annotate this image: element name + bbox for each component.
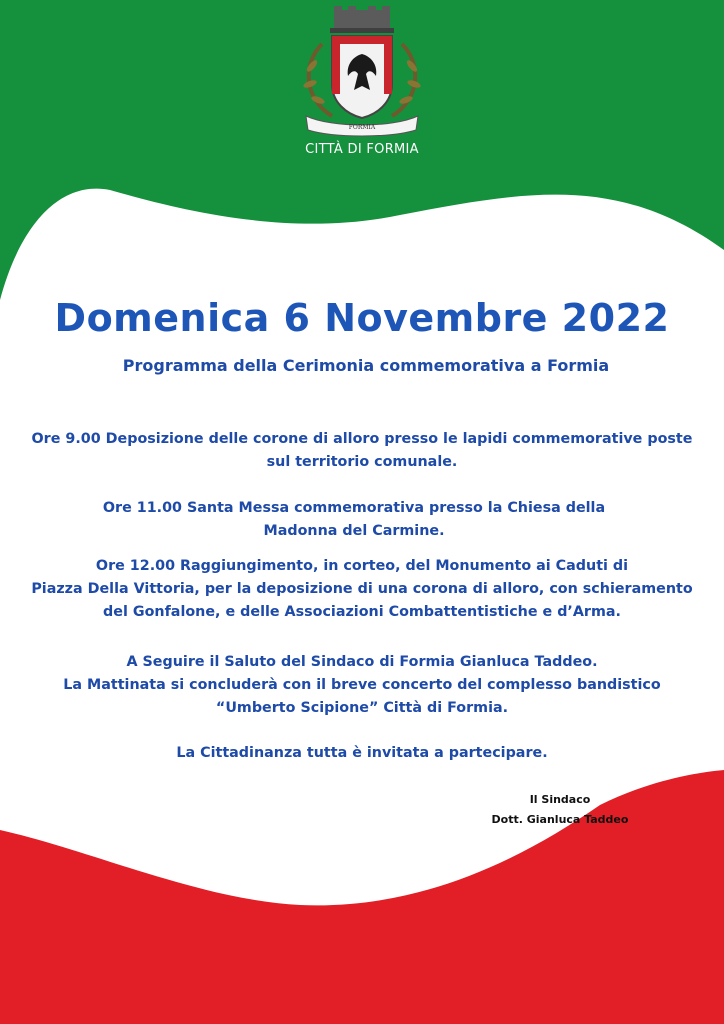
program-line: Piazza Della Vittoria, per la deposizione di una corona di alloro, con schieramento [31,581,693,597]
signature-block [460,790,660,830]
program-line: A Seguire il Saluto del Sindaco di Formia Gianluca Taddeo. [126,654,598,670]
event-date-title: Domenica 6 Novembre 2022 [54,296,670,340]
program-line: Madonna del Carmine. [263,523,445,539]
program-subtitle: Programma della Cerimonia commemorativa a Formia [122,356,610,375]
program-line: Ore 9.00 Deposizione delle corone di alloro presso le lapidi commemorative poste [31,431,693,447]
city-name: CITTÀ DI FORMIA [305,142,419,157]
program-line: Ore 11.00 Santa Messa commemorativa presso la Chiesa della [102,500,606,516]
program-item-1200 [0,555,724,624]
program-line: sul territorio comunale. [266,454,458,470]
signature-name: Dott. Gianluca Taddeo [491,813,629,826]
coat-of-arms-icon [292,4,432,139]
program-line: La Cittadinanza tutta è invitata a partecipare. [176,745,548,761]
signature-role: Il Sindaco [529,793,591,806]
program-item-closing [0,651,724,720]
program-line: Ore 12.00 Raggiungimento, in corteo, del Monumento ai Caduti di [95,558,629,574]
program-line: “Umberto Scipione” Città di Formia. [215,700,509,716]
program-item-0900 [0,428,724,474]
program-line: La Mattinata si concluderà con il breve concerto del complesso bandistico [63,677,661,693]
invitation-line [0,742,724,765]
crest-ribbon-text: FORMIA [348,124,376,131]
program-line: del Gonfalone, e delle Associazioni Combattentistiche e d’Arma. [103,604,621,620]
program-item-1100 [0,497,716,543]
